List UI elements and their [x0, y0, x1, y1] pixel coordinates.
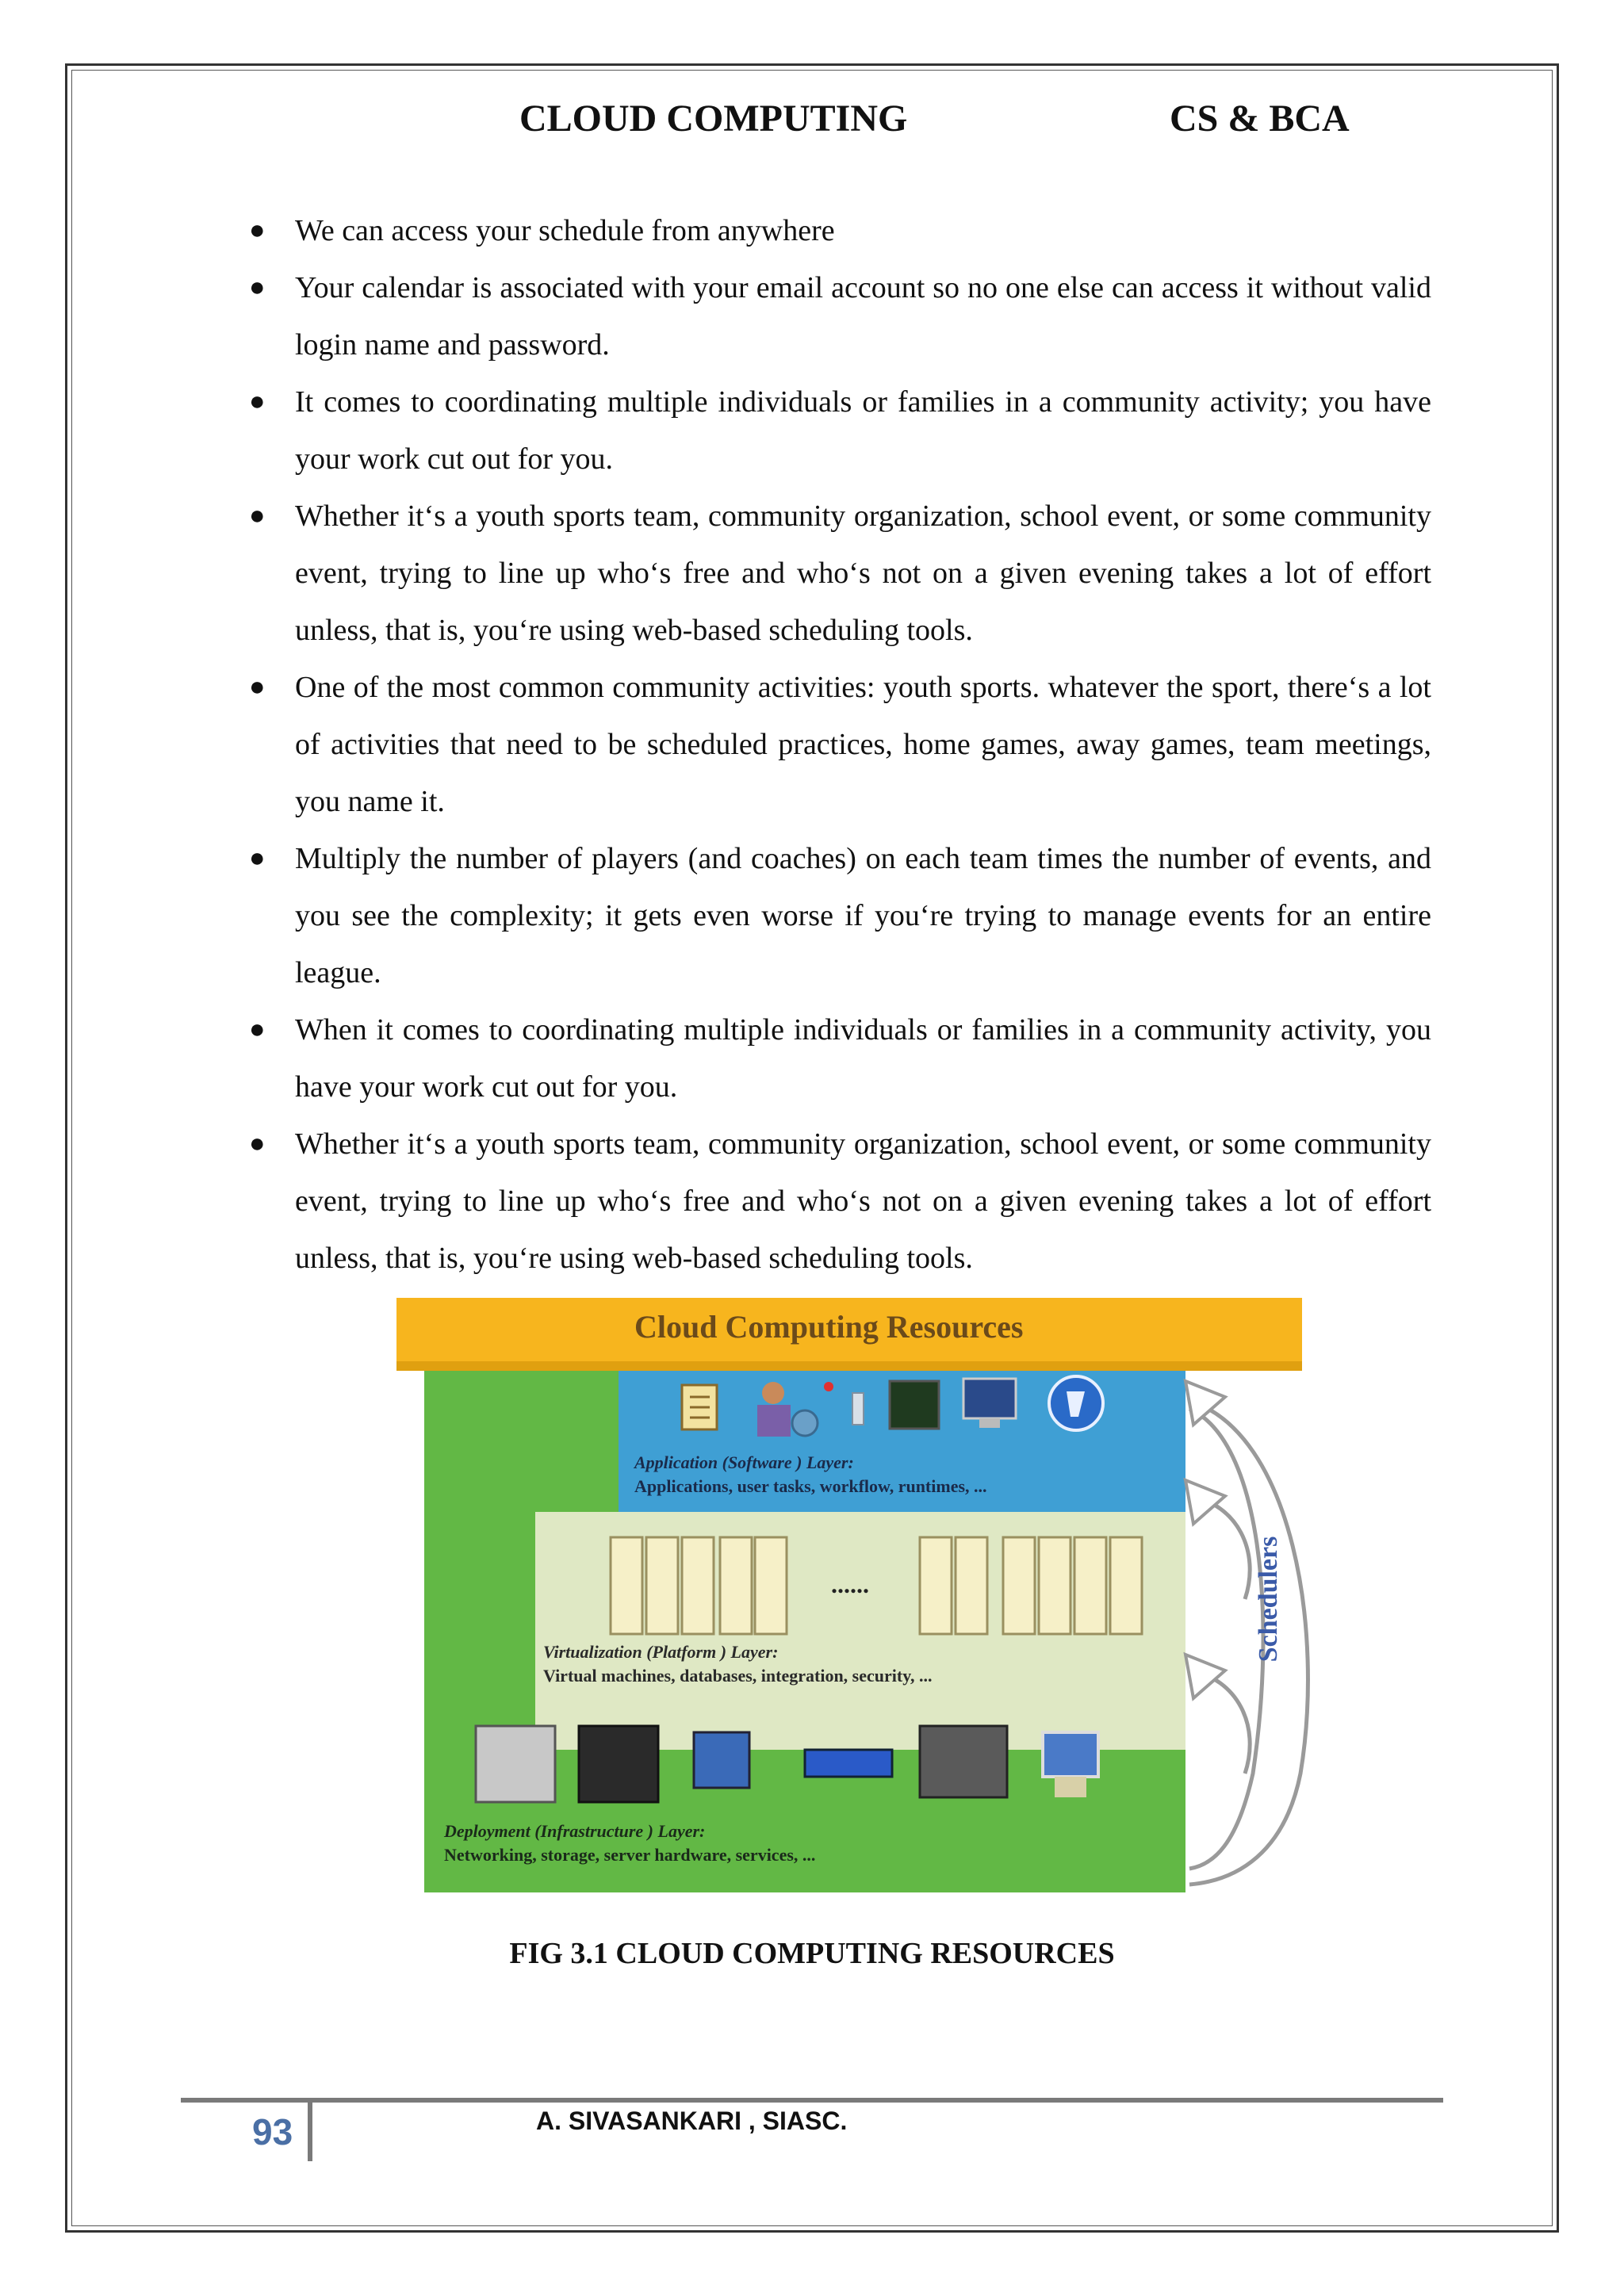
server-icon	[646, 1537, 678, 1634]
page-number: 93	[252, 2111, 293, 2152]
arrow-head-icon	[1185, 1480, 1225, 1524]
database-icon	[694, 1732, 749, 1788]
desktop-icon	[1043, 1732, 1098, 1777]
list-item	[238, 1001, 1431, 1115]
server-icon	[1110, 1537, 1142, 1634]
deployment-layer-title: Deployment (Infrastructure ) Layer:	[444, 1821, 706, 1841]
bullet-icon: ●	[249, 387, 266, 416]
virtualization-layer-desc: Virtual machines, databases, integration, security, ...	[543, 1666, 933, 1686]
list-item	[238, 373, 1431, 488]
list-item	[238, 259, 1431, 373]
list-item	[238, 830, 1431, 1001]
schedulers-label: Schedulers	[1254, 1536, 1283, 1663]
list-item-text: When it comes to coordinating multiple individuals or families in a community activity, you have your work cut out for you.	[295, 1013, 1431, 1104]
page-header	[0, 97, 1624, 144]
header-course: CS & BCA	[1170, 98, 1350, 140]
list-item	[238, 1115, 1431, 1287]
header-subject: CLOUD COMPUTING	[519, 98, 908, 140]
list-item-text: Whether it‘s a youth sports team, community organization, school event, or some community event, trying to line up who‘s free and who‘s not on a given evening takes a lot of effort unless, that is, you‘re using web-based scheduling tools.	[295, 1127, 1431, 1275]
list-item-text: It comes to coordinating multiple individuals or families in a community activity; you have your work cut out for you.	[295, 385, 1431, 476]
server-icon	[956, 1537, 987, 1634]
battery-icon	[852, 1393, 864, 1425]
status-dot-icon	[824, 1382, 833, 1391]
virtualization-layer-title: Virtualization (Platform ) Layer:	[543, 1642, 779, 1662]
application-layer-title: Application (Software ) Layer:	[634, 1452, 854, 1472]
list-item	[238, 659, 1431, 830]
list-item	[238, 488, 1431, 659]
list-item-text: We can access your schedule from anywhere	[295, 214, 835, 247]
server-icon	[920, 1537, 952, 1634]
router-icon	[805, 1750, 892, 1777]
server-icon	[1074, 1537, 1106, 1634]
list-item-text: Your calendar is associated with your email account so no one else can access it without valid login name and password.	[295, 271, 1431, 362]
list-item-text: Whether it‘s a youth sports team, community organization, school event, or some community event, trying to line up who‘s free and who‘s not on a given evening takes a lot of effort unless, that is, you‘re using web-based scheduling tools.	[295, 499, 1431, 647]
list-item-text: One of the most common community activities: youth sports. whatever the sport, there‘s a lot of activities that need to be scheduled practices, home games, away games, team meetings, you name it.	[295, 671, 1431, 818]
ellipsis-dots: ......	[831, 1570, 869, 1598]
server-cabinet-icon	[476, 1726, 555, 1802]
application-layer-desc: Applications, user tasks, workflow, runtimes, ...	[634, 1476, 987, 1496]
scheduler-outer-arc	[1189, 1401, 1308, 1885]
footer-author: A. SIVASANKARI , SIASC.	[536, 2107, 848, 2135]
bullet-icon: ●	[249, 273, 266, 302]
bullet-icon: ●	[249, 1129, 266, 1158]
scheduler-arrows	[1189, 1401, 1308, 1885]
storage-array-icon	[579, 1726, 658, 1802]
bullet-icon: ●	[249, 1015, 266, 1044]
cloud-resources-figure	[396, 1298, 1324, 1892]
server-icon	[1039, 1537, 1071, 1634]
monitor-icon	[963, 1379, 1016, 1418]
footer-vertical-bar	[308, 2103, 312, 2161]
bullet-icon: ●	[249, 501, 266, 530]
list-item-text: Multiply the number of players (and coaches) on each team times the number of events, and you see the complexity; it gets even worse if you‘re trying to manage events for an entire league.	[295, 842, 1431, 989]
figure-title: Cloud Computing Resources	[634, 1309, 1024, 1345]
arrow-head-icon	[1185, 1655, 1225, 1698]
figure-caption: FIG 3.1 CLOUD COMPUTING RESOURCES	[509, 1937, 1115, 1970]
server-icon	[720, 1537, 752, 1634]
footer-divider	[181, 2098, 1443, 2103]
list-item	[238, 202, 1431, 259]
server-icon	[1003, 1537, 1035, 1634]
deployment-layer-desc: Networking, storage, server hardware, services, ...	[444, 1845, 816, 1865]
server-icon	[611, 1537, 642, 1634]
server-icon	[755, 1537, 787, 1634]
scheduler-inner-arc	[1189, 1409, 1263, 1869]
gear-icon	[792, 1410, 818, 1436]
server-icon	[682, 1537, 714, 1634]
rack-server-icon	[920, 1726, 1007, 1797]
bullet-list	[238, 202, 1431, 1287]
bullet-icon: ●	[249, 216, 266, 245]
bullet-icon: ●	[249, 844, 266, 873]
bullet-icon: ●	[249, 672, 266, 702]
chip-board-icon	[890, 1381, 939, 1429]
user-icon	[762, 1382, 784, 1404]
